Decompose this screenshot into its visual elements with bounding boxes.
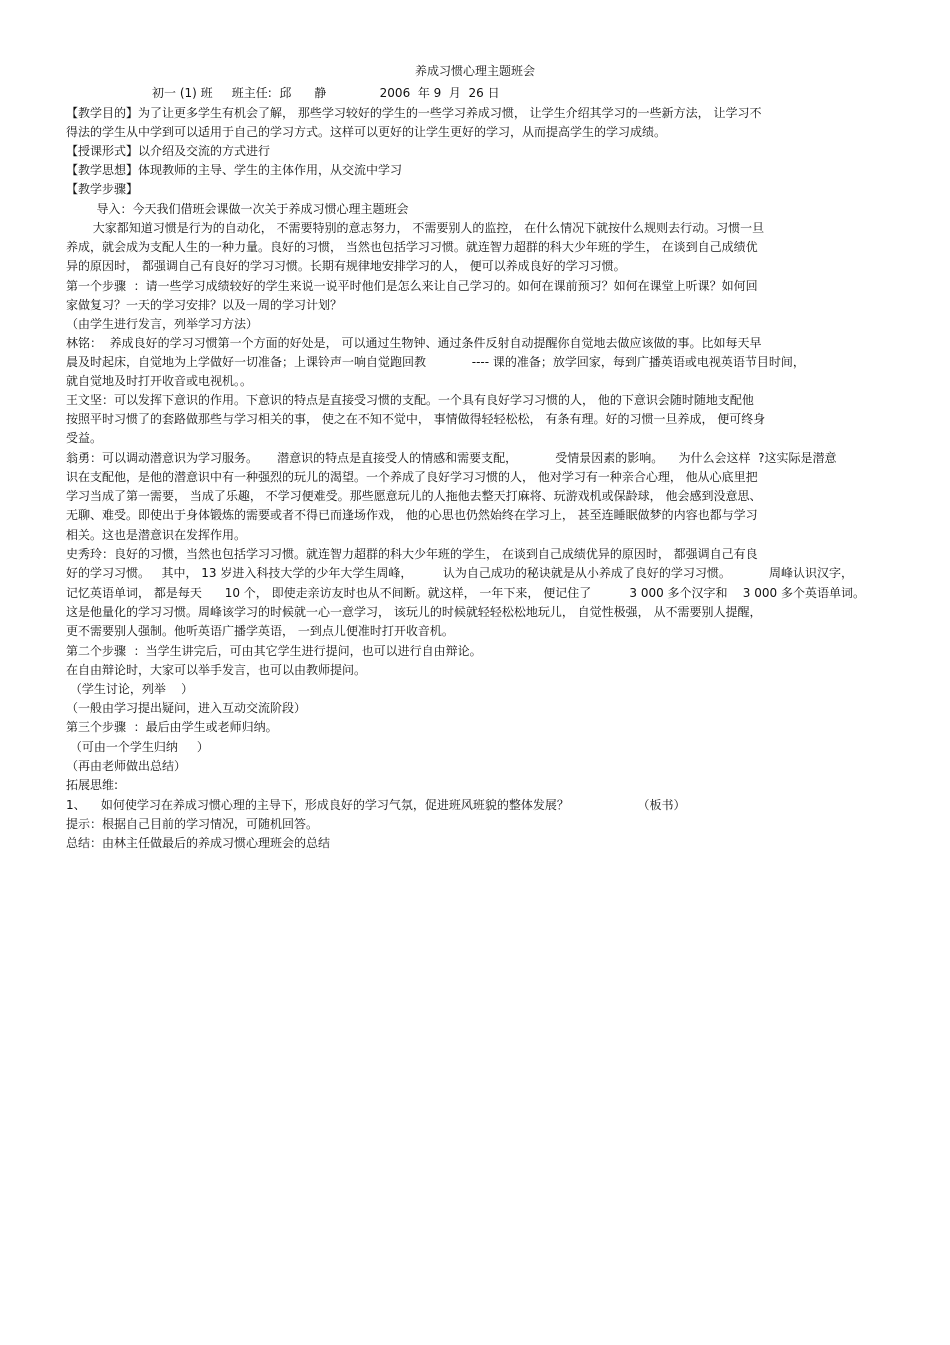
body-line: 【教学步骤】	[66, 182, 139, 196]
body-line: 受益。	[66, 431, 103, 445]
body-line: （一般由学习提出疑问，进入互动交流阶段）	[66, 701, 307, 715]
body-line: 记忆英语单词， 都是每天 10 个， 即使走亲访友时也从不间断。就这样， 一年下来， 便记住了 3 000 多个汉字和 3 000 多个英语单词。	[66, 586, 865, 600]
body-line: 提示：根据自己目前的学习情况，可随机回答。	[66, 817, 319, 831]
body-line: 【授课形式】以介绍及交流的方式进行	[66, 144, 271, 158]
body-line: 好的学习习惯。 其中， 13 岁进入科技大学的少年大学生周峰， 认为自己成功的秘诀就是从小养成了良好的学习习惯。 周峰认识汉字，	[66, 566, 854, 580]
body-line: 大家都知道习惯是行为的自动化， 不需要特别的意志努力， 不需要别人的监控， 在什么情况下就按什么规则去行动。习惯一旦	[66, 221, 765, 235]
body-line: 1、 如何使学习在养成习惯心理的主导下，形成良好的学习气氛，促进班风班貌的整体发展？ （板书）	[66, 798, 686, 812]
body-line: 翁勇：可以调动潜意识为学习服务。 潜意识的特点是直接受人的情感和需要支配， 受情景因素的影响。 为什么会这样 ?这实际是潜意	[66, 451, 837, 465]
body-line: 林铭： 养成良好的学习习惯第一个方面的好处是， 可以通过生物钟、通过条件反射自动提醒你自觉地去做应该做的事。比如每天早	[66, 336, 762, 350]
body-line: 拓展思维:	[66, 778, 119, 792]
body-line: 总结：由林主任做最后的养成习惯心理班会的总结	[66, 836, 331, 850]
body-line: 更不需要别人强制。他听英语广播学英语， 一到点儿便准时打开收音机。	[66, 624, 454, 638]
body-line: 无聊、难受。即使出于身体锻炼的需要或者不得已而逢场作戏， 他的心思也仍然始终在学习上， 甚至连睡眠做梦的内容也都与学习	[66, 508, 758, 522]
class-meta-line: 初一 (1) 班 班主任: 邱 静 2006 年 9 月 26 日	[152, 86, 500, 100]
body-line: 学习当成了第一需要， 当成了乐趣， 不学习便难受。那些愿意玩儿的人拖他去整天打麻将、玩游戏机或保龄球， 他会感到没意思、	[66, 489, 762, 503]
body-line: （学生讨论，列举 ）	[66, 682, 194, 696]
body-line: （可由一个学生归纳 ）	[66, 740, 209, 754]
body-line: （再由老师做出总结）	[66, 759, 187, 773]
body-line: 相关。这也是潜意识在发挥作用。	[66, 528, 247, 542]
body-line: 史秀玲：良好的习惯，当然也包括学习习惯。就连智力超群的科大少年班的学生， 在谈到自己成绩优异的原因时， 都强调自己有良	[66, 547, 758, 561]
body-line: 【教学思想】体现教师的主导、学生的主体作用，从交流中学习	[66, 163, 403, 177]
body-line: 晨及时起床，自觉地为上学做好一切准备；上课铃声一响自觉跑回教 ---- 课的准备；放学回家，每到广播英语或电视英语节目时间，	[66, 355, 805, 369]
body-line: 按照平时习惯了的套路做那些与学习相关的事， 使之在不知不觉中， 事情做得轻轻松松， 有条有理。好的习惯一旦养成， 便可终身	[66, 412, 766, 426]
body-line: 异的原因时， 都强调自己有良好的学习习惯。长期有规律地安排学习的人， 便可以养成良好的学习习惯。	[66, 259, 626, 273]
body-line: 导入：今天我们借班会课做一次关于养成习惯心理主题班会	[66, 202, 409, 216]
body-line: 得法的学生从中学到可以适用于自己的学习方式。这样可以更好的让学生更好的学习，从而提高学生的学习成绩。	[66, 125, 667, 139]
body-line: 识在支配他，是他的潜意识中有一种强烈的玩儿的渴望。一个养成了良好学习习惯的人， 他对学习有一种亲合心理， 他从心底里把	[66, 470, 758, 484]
body-line: 【教学目的】为了让更多学生有机会了解， 那些学习较好的学生的一些学习养成习惯， 让学生介绍其学习的一些新方法， 让学习不	[66, 106, 762, 120]
body-line: 第一个步骤 ：请一些学习成绩较好的学生来说一说平时他们是怎么来让自己学习的。如何在课前预习？如何在课堂上听课？如何回	[66, 279, 758, 293]
document-title: 养成习惯心理主题班会	[414, 64, 535, 78]
body-line: 王文坚：可以发挥下意识的作用。下意识的特点是直接受习惯的支配。一个具有良好学习习惯的人， 他的下意识会随时随地支配他	[66, 393, 754, 407]
body-line: （由学生进行发言，列举学习方法）	[66, 317, 259, 331]
body-line: 第三个步骤 ：最后由学生或老师归纳。	[66, 720, 278, 734]
body-line: 第二个步骤 ：当学生讲完后，可由其它学生进行提问，也可以进行自由辩论。	[66, 644, 482, 658]
body-line: 在自由辩论时，大家可以举手发言，也可以由教师提问。	[66, 663, 367, 677]
body-line: 这是他量化的学习习惯。周峰该学习的时候就一心一意学习， 该玩儿的时候就轻轻松松地玩儿， 自觉性极强， 从不需要别人提醒，	[66, 605, 762, 619]
body-line: 就自觉地及时打开收音或电视机。。	[66, 374, 253, 388]
body-line: 家做复习？一天的学习安排？以及一周的学习计划？	[66, 298, 343, 312]
body-line: 养成，就会成为支配人生的一种力量。良好的习惯， 当然也包括学习习惯。就连智力超群的科大少年班的学生， 在谈到自己成绩优	[66, 240, 758, 254]
